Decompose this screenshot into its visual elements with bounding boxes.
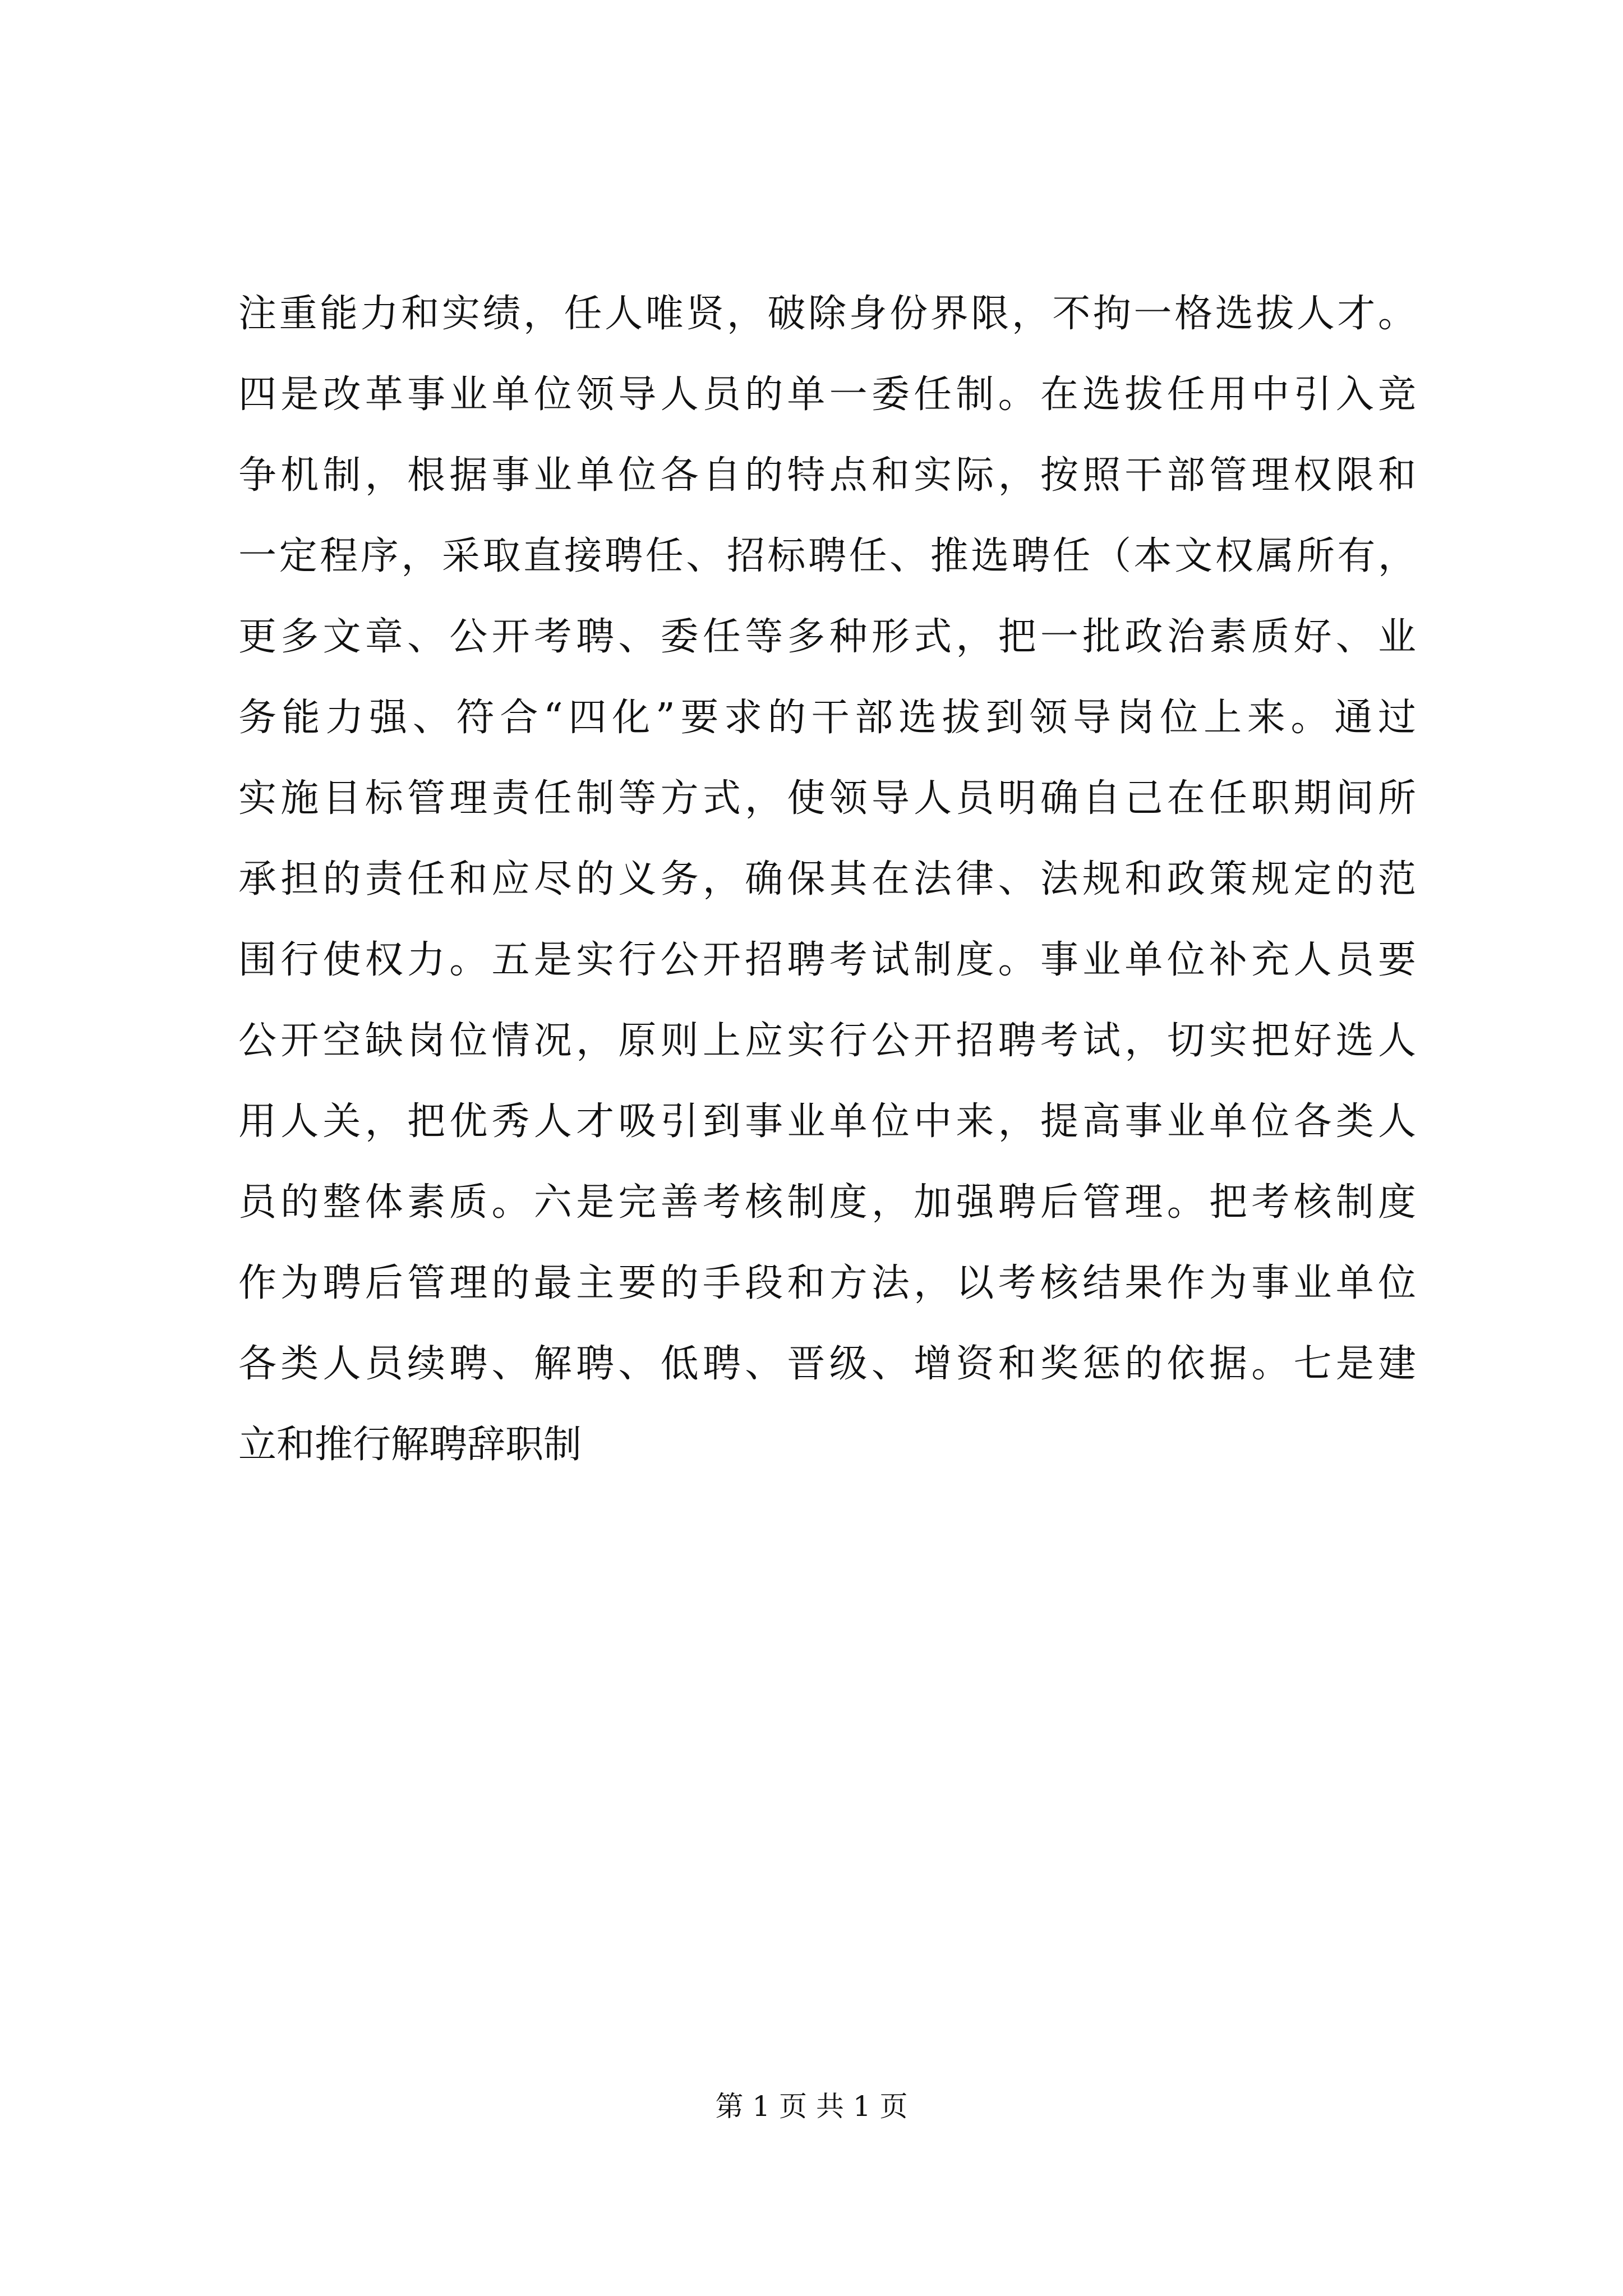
text-line: 注重能力和实绩，任人唯贤，破除身份界限，不拘一格选拔人才。: [238, 292, 1416, 336]
text-line: 各类人员续聘、解聘、低聘、晋级、增资和奖惩的依据。七是建: [238, 1342, 1416, 1386]
text-line: 更多文章、公开考聘、委任等多种形式，把一批政治素质好、业: [238, 615, 1416, 659]
text-line: 务能力强、符合“四化”要求的干部选拔到领导岗位上来。通过: [238, 696, 1416, 740]
text-line: 作为聘后管理的最主要的手段和方法，以考核结果作为事业单位: [238, 1261, 1416, 1305]
text-line: 围行使权力。五是实行公开招聘考试制度。事业单位补充人员要: [238, 938, 1416, 982]
text-line: 立和推行解聘辞职制: [238, 1423, 582, 1467]
text-line: 用人关，把优秀人才吸引到事业单位中来，提高事业单位各类人: [238, 1099, 1416, 1144]
text-line: 实施目标管理责任制等方式，使领导人员明确自己在任职期间所: [238, 776, 1416, 821]
text-line: 承担的责任和应尽的义务，确保其在法律、法规和政策规定的范: [238, 857, 1416, 901]
text-line: 一定程序，采取直接聘任、招标聘任、推选聘任（本文权属所有，: [238, 534, 1416, 578]
text-line: 四是改革事业单位领导人员的单一委任制。在选拔任用中引入竞: [238, 372, 1416, 417]
page-footer: 第 1 页 共 1 页: [715, 2090, 908, 2123]
text-line: 员的整体素质。六是完善考核制度，加强聘后管理。把考核制度: [238, 1180, 1416, 1225]
text-line: 公开空缺岗位情况，原则上应实行公开招聘考试，切实把好选人: [238, 1019, 1416, 1063]
text-line: 争机制，根据事业单位各自的特点和实际，按照干部管理权限和: [238, 453, 1416, 498]
